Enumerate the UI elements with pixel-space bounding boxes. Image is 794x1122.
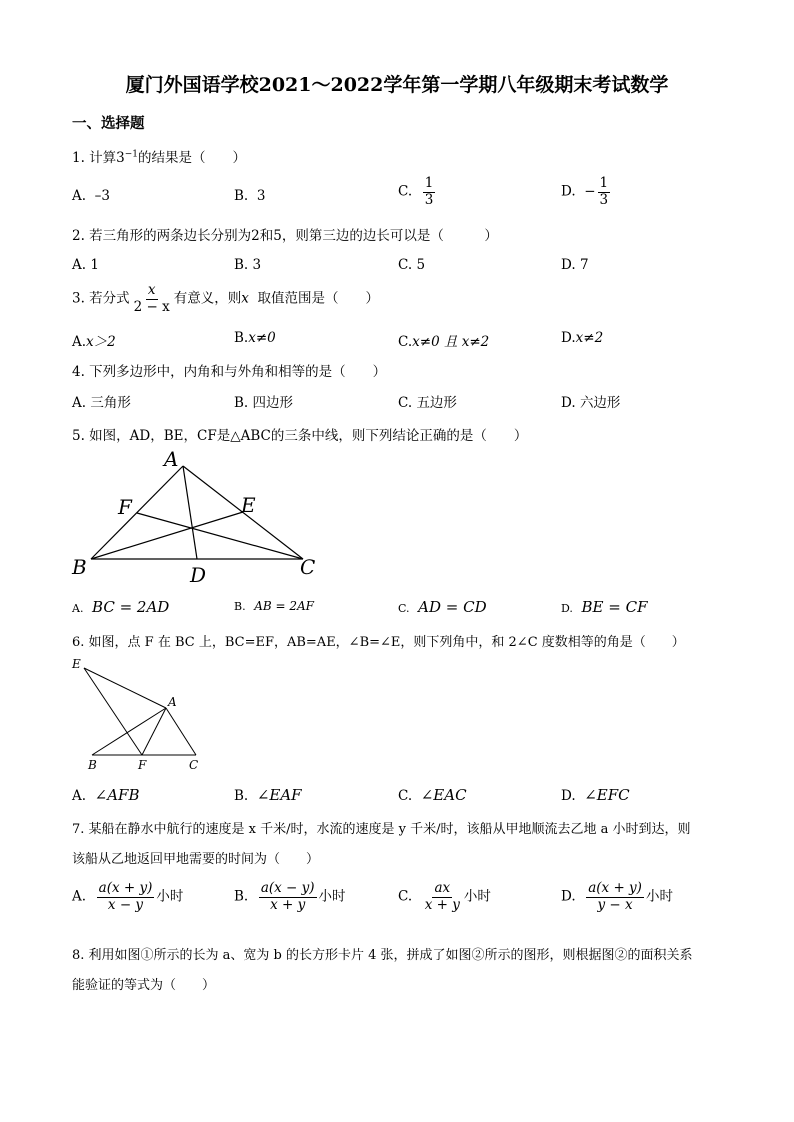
question-7-line-2: 该船从乙地返回甲地需要的时间为（ ） <box>72 852 320 867</box>
q4-option-c: C. 五边形 <box>398 395 457 411</box>
q2-option-a: A. 1 <box>72 257 99 273</box>
q6-label-b: B <box>88 758 97 772</box>
q6-option-c: C. ∠EAC <box>398 786 467 804</box>
q3-stem-end: 取值范围是（ ） <box>257 290 379 307</box>
question-8-line-2: 能验证的等式为（ ） <box>72 978 216 993</box>
q6-label-f: F <box>138 758 147 772</box>
q3-option-c: C.x≠0 且 x≠2 <box>398 334 490 350</box>
q6-option-a: A. ∠AFB <box>72 786 140 804</box>
q5-label-a: A <box>164 447 179 471</box>
q1-option-a: A. –3 <box>72 188 110 204</box>
q2-option-d: D. 7 <box>561 257 589 273</box>
question-3-stem <box>72 283 379 315</box>
q6-label-c: C <box>189 758 199 772</box>
q2-option-b: B. 3 <box>234 257 262 273</box>
q4-option-b: B. 四边形 <box>234 395 294 411</box>
q6-triangle-figure <box>66 654 216 774</box>
q5-median-ad <box>183 466 197 559</box>
q4-option-a: A. 三角形 <box>72 395 131 411</box>
q3-option-a: A.x＞2 <box>72 334 116 350</box>
q6-segment-ea <box>84 668 166 708</box>
q1-base: 3 <box>116 150 125 166</box>
q7-option-b: B. $\frac{a(x - y)}{x + y}$ 小时 <box>234 880 346 913</box>
question-2-stem: 2. 若三角形的两条边长分别为2和5，则第三边的边长可以是（ ） <box>72 228 498 244</box>
q1-exponent: −1 <box>124 149 139 160</box>
q1-stem-post: 的结果是（ ） <box>138 150 247 166</box>
q5-label-d: D <box>190 563 207 587</box>
question-6-stem: 6. 如图，点 F 在 BC 上，BC=EF，AB=AE，∠B=∠E，则下列角中，和 2∠C 度数相等的角是（ ） <box>72 635 685 650</box>
q3-option-b: B.x≠0 <box>234 330 276 346</box>
q3-option-d: D.x≠2 <box>561 330 604 346</box>
q6-option-d: D. ∠EFC <box>561 786 630 804</box>
q5-option-c: C. AD = CD <box>398 598 487 616</box>
q5-median-cf <box>137 513 303 559</box>
question-7-line-1: 7. 某船在静水中航行的速度是 x 千米/时，水流的速度是 y 千米/时，该船从甲地顺流去乙地 a 小时到达，则 <box>72 822 691 837</box>
q6-segment-ac <box>166 708 196 755</box>
q2-option-c: C. 5 <box>398 257 426 273</box>
q1-stem-pre: 1. 计算 <box>72 150 117 166</box>
q7-option-c: C. $\frac{ax}{x + y}$ 小时 <box>398 880 491 913</box>
q6-label-e: E <box>72 657 81 671</box>
q5-option-a: A. BC = 2AD <box>72 598 170 616</box>
q1-option-b: B. 3 <box>234 188 266 204</box>
q3-var: x <box>241 290 249 307</box>
q5-option-b: B. AB = 2AF <box>234 599 314 613</box>
q7-option-a: A. $\frac{a(x + y)}{x - y}$ 小时 <box>72 880 184 913</box>
question-5-stem: 5. 如图，AD，BE，CF是△ABC的三条中线，则下列结论正确的是（ ） <box>72 428 528 444</box>
q5-label-e: E <box>241 493 256 517</box>
q3-stem-post: 有意义，则 <box>173 290 242 307</box>
q6-option-b: B. ∠EAF <box>234 786 302 804</box>
section-heading: 一、选择题 <box>72 115 145 132</box>
q1-option-d: D. − $\frac{1}{3}$ <box>561 175 609 208</box>
q4-option-d: D. 六边形 <box>561 395 621 411</box>
q5-label-f: F <box>118 495 132 519</box>
q5-option-d: D. BE = CF <box>561 598 648 616</box>
q3-stem-pre: 3. 若分式 <box>72 290 130 307</box>
question-8-line-1: 8. 利用如图①所示的长为 a、宽为 b 的长方形卡片 4 张，拼成了如图②所示的图形，则根据图②的面积关系 <box>72 948 693 963</box>
question-4-stem: 4. 下列多边形中，内角和与外角和相等的是（ ） <box>72 364 387 380</box>
q6-segment-ab <box>92 708 166 755</box>
question-1-stem <box>72 146 246 166</box>
q3-frac-num: x <box>147 282 156 298</box>
q5-triangle-figure <box>66 446 336 591</box>
q3-frac-den: 2 − x <box>133 298 170 315</box>
q6-label-a: A <box>168 695 177 709</box>
page-title: 厦门外国语学校2021～2022学年第一学期八年级期末考试数学 <box>125 74 669 96</box>
q5-label-b: B <box>72 555 87 579</box>
q7-option-d: D. $\frac{a(x + y)}{y - x}$ 小时 <box>561 880 673 913</box>
q5-label-c: C <box>300 555 316 579</box>
q1-option-c: C. $\frac{1}{3}$ <box>398 175 434 208</box>
